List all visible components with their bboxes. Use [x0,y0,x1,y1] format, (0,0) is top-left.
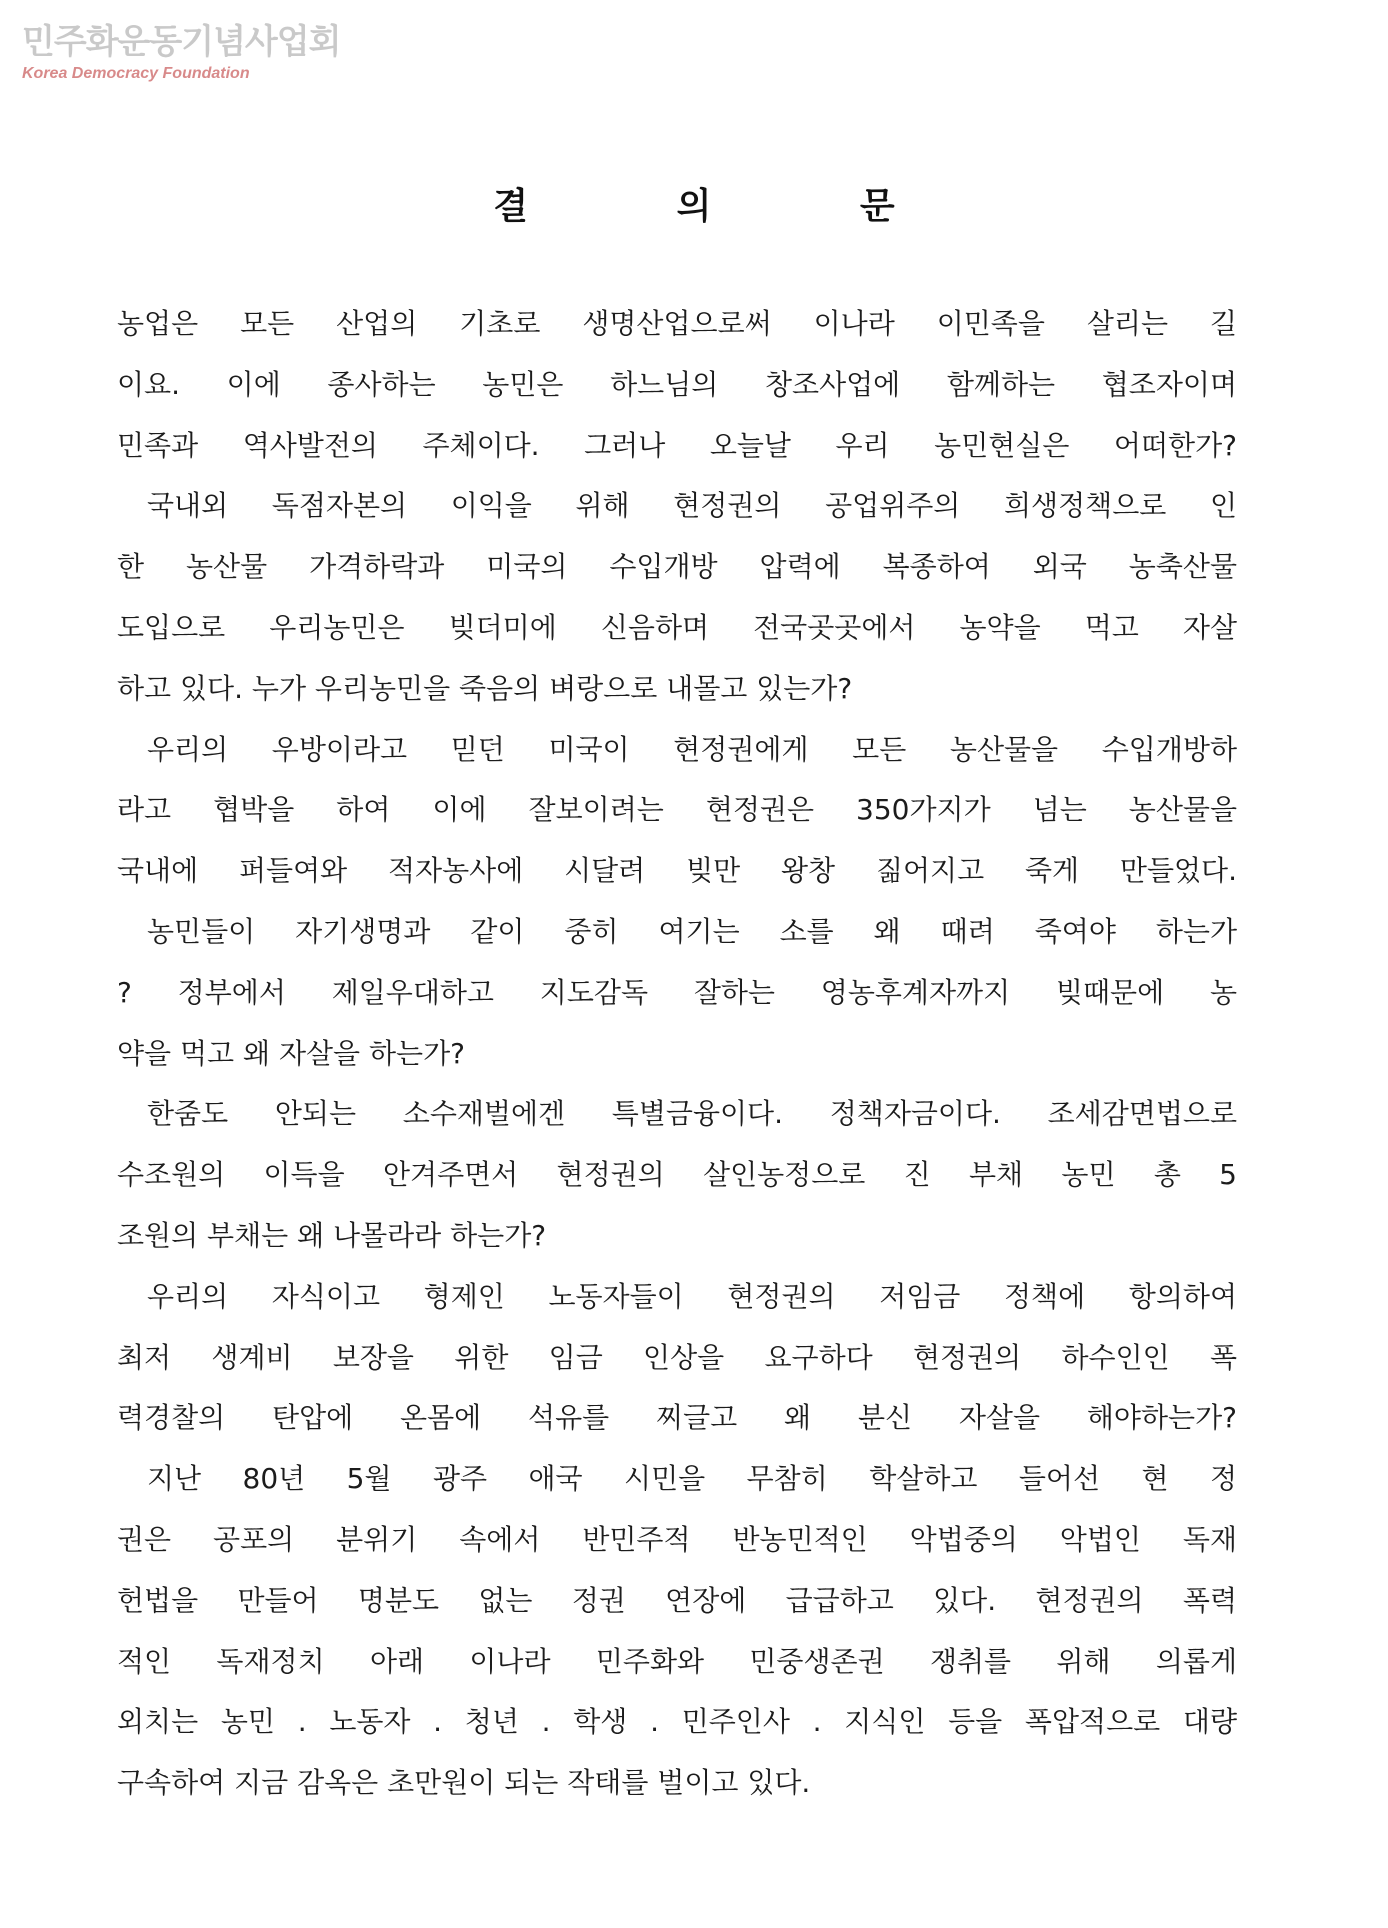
text-line: ? 정부에서 제일우대하고 지도감독 잘하는 영농후계자까지 빚때문에 농 [117,975,1237,1009]
text-line: 권은 공포의 분위기 속에서 반민주적 반농민적인 악법중의 악법인 독재 [117,1522,1237,1556]
text-line: 외치는 농민 . 노동자 . 청년 . 학생 . 민주인사 . 지식인 등을 폭압적으로 대량 [117,1705,1237,1739]
text-line: 하고 있다. 누가 우리농민을 죽음의 벼랑으로 내몰고 있는가? [117,671,853,705]
text-line: 적인 독재정치 아래 이나라 민주화와 민중생존권 쟁취를 위해 의롭게 [117,1644,1237,1678]
text-line: 도입으로 우리농민은 빚더미에 신음하며 전국곳곳에서 농약을 먹고 자살 [117,610,1237,644]
watermark-logo [22,22,340,84]
text-line: 지난 80년 5월 광주 애국 시민을 무참히 학살하고 들어선 현 정 [147,1462,1237,1496]
text-line: 력경찰의 탄압에 온몸에 석유를 찌글고 왜 분신 자살을 해야하는가? [117,1401,1237,1435]
text-line: 우리의 자식이고 형제인 노동자들이 현정권의 저임금 정책에 항의하여 [147,1279,1237,1313]
text-line: 약을 먹고 왜 자살을 하는가? [117,1036,465,1070]
text-line: 한줌도 안되는 소수재벌에겐 특별금융이다. 정책자금이다. 조세감면법으로 [147,1097,1237,1131]
text-line: 이요. 이에 종사하는 농민은 하느님의 창조사업에 함께하는 협조자이며 [117,367,1237,401]
watermark-english-text: Korea Democracy Foundation [22,65,250,82]
text-line: 농업은 모든 산업의 기초로 생명산업으로써 이나라 이민족을 살리는 길 [117,307,1237,340]
document-body [117,294,1237,1814]
text-line: 구속하여 지금 감옥은 초만원이 되는 작태를 벌이고 있다. [117,1766,811,1800]
watermark-korean-text: 민주화운동기념사업회 [22,22,341,62]
text-line: 농민들이 자기생명과 같이 중히 여기는 소를 왜 때려 죽여야 하는가 [147,914,1237,948]
text-line: 조원의 부채는 왜 나몰라라 하는가? [117,1218,547,1252]
text-line: 민족과 역사발전의 주체이다. 그러나 오늘날 우리 농민현실은 어떠한가? [117,428,1237,462]
text-line: 라고 협박을 하여 이에 잘보이려는 현정권은 350가지가 넘는 농산물을 [117,793,1237,827]
text-line: 수조원의 이득을 안겨주면서 현정권의 살인농정으로 진 부채 농민 총 5 [117,1158,1237,1192]
text-line: 헌법을 만들어 명분도 없는 정권 연장에 급급하고 있다. 현정권의 폭력 [117,1583,1237,1617]
text-line: 한 농산물 가격하락과 미국의 수입개방 압력에 복종하여 외국 농축산물 [117,550,1237,584]
text-line: 국내외 독점자본의 이익을 위해 현정권의 공업위주의 희생정책으로 인 [147,489,1237,523]
text-line: 우리의 우방이라고 믿던 미국이 현정권에게 모든 농산물을 수입개방하 [147,732,1237,766]
text-line: 최저 생계비 보장을 위한 임금 인상을 요구하다 현정권의 하수인인 폭 [117,1340,1237,1374]
page-title: 결 의 문 [493,186,963,227]
text-line: 국내에 퍼들여와 적자농사에 시달려 빚만 왕창 짊어지고 죽게 만들었다. [117,854,1237,888]
